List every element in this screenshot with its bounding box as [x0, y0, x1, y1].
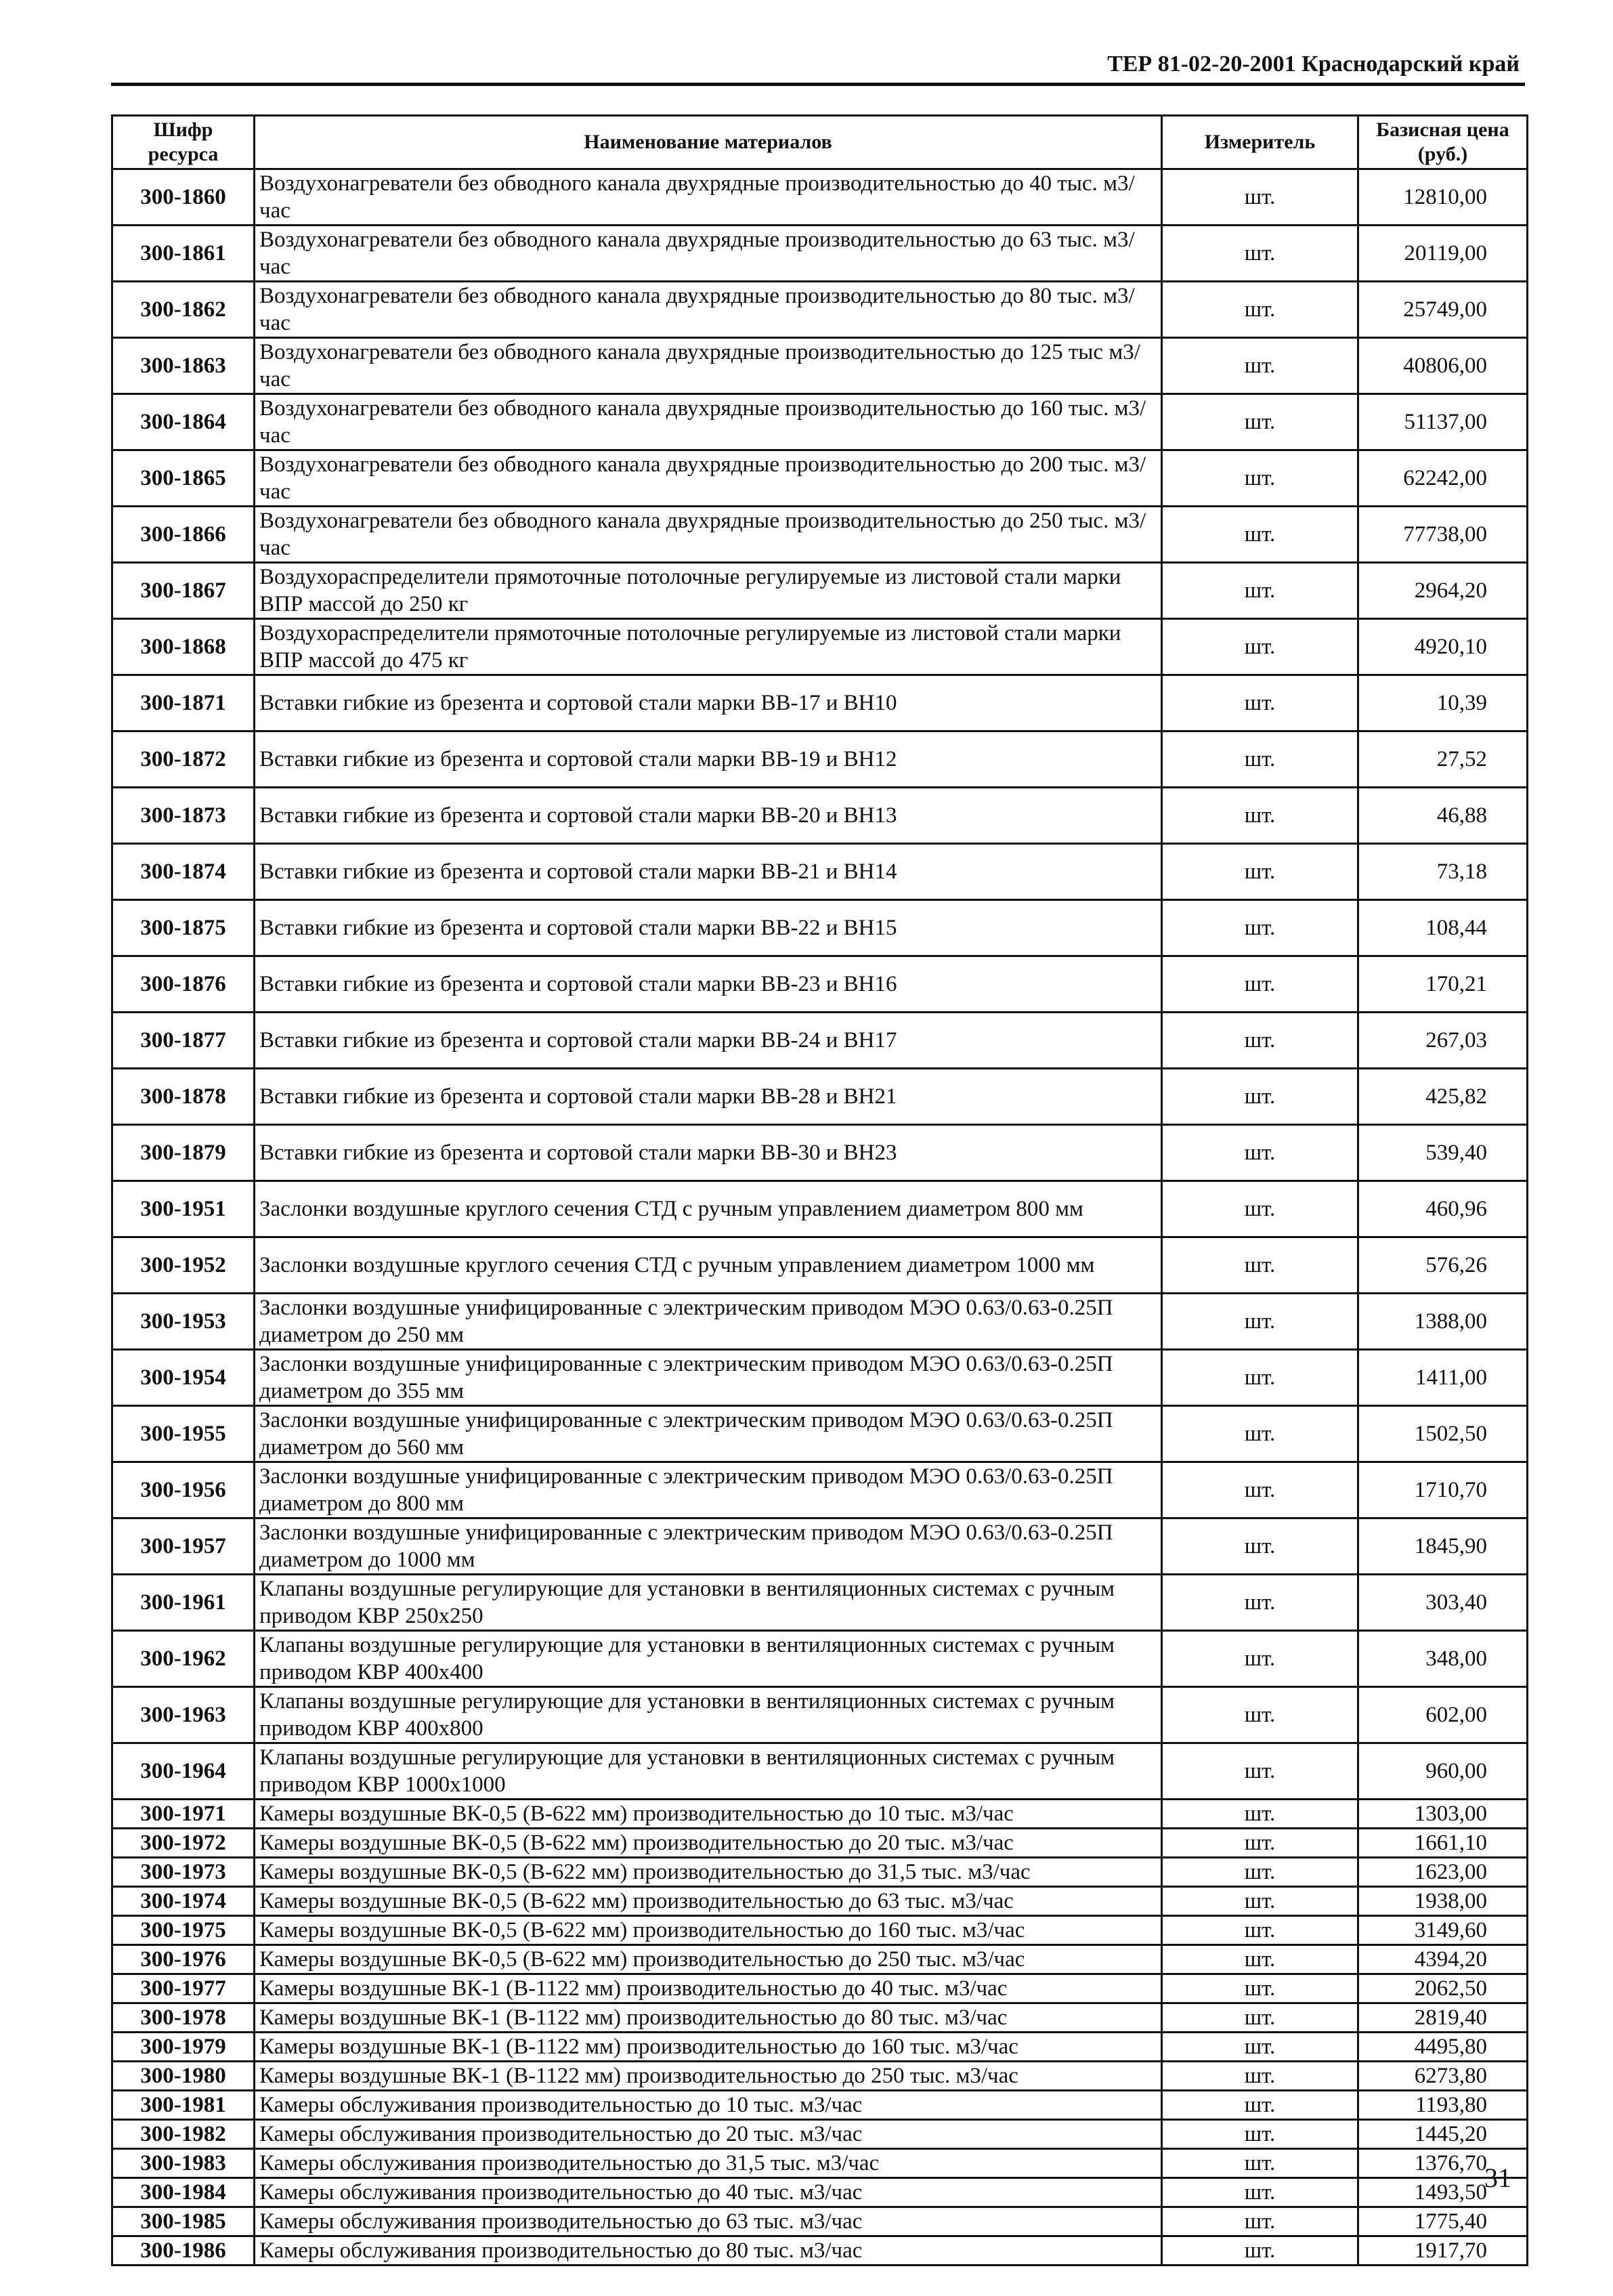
- row-name: Воздухонагреватели без обводного канала двухрядные производительностью до 160 тыс. м3/час: [255, 394, 1162, 450]
- row-name: Воздухораспределители прямоточные потолочные регулируемые из листовой стали марки ВПР массой до 250 кг: [255, 563, 1162, 619]
- table-row: [112, 394, 1528, 450]
- row-name: Заслонки воздушные унифицированные с электрическим приводом МЭО 0.63/0.63-0.25П диаметром до 560 мм: [255, 1406, 1162, 1462]
- table-row: [112, 1294, 1528, 1350]
- row-price: 1845,90: [1358, 1518, 1528, 1575]
- row-price: 4394,20: [1358, 1945, 1528, 1974]
- row-name: Клапаны воздушные регулирующие для установки в вентиляционных системах с ручным приводом КВР 400х400: [255, 1631, 1162, 1687]
- row-unit: шт.: [1162, 2062, 1358, 2091]
- row-code: 300-1981: [112, 2091, 255, 2120]
- row-code: 300-1980: [112, 2062, 255, 2091]
- row-name: Камеры воздушные ВК-1 (В-1122 мм) производительностью до 80 тыс. м3/час: [255, 2003, 1162, 2033]
- table-row: [112, 226, 1528, 282]
- row-code: 300-1973: [112, 1858, 255, 1887]
- row-price: 2062,50: [1358, 1974, 1528, 2003]
- column-header-price: Базисная цена (руб.): [1358, 116, 1528, 169]
- row-code: 300-1982: [112, 2120, 255, 2149]
- row-unit: шт.: [1162, 1631, 1358, 1687]
- row-price: 73,18: [1358, 844, 1528, 900]
- row-unit: шт.: [1162, 2033, 1358, 2062]
- row-name: Вставки гибкие из брезента и сортовой стали марки ВВ-17 и ВН10: [255, 675, 1162, 731]
- table-row: [112, 2033, 1528, 2062]
- row-code: 300-1877: [112, 1013, 255, 1069]
- row-code: 300-1953: [112, 1294, 255, 1350]
- row-code: 300-1954: [112, 1350, 255, 1406]
- row-price: 576,26: [1358, 1237, 1528, 1294]
- row-code: 300-1876: [112, 956, 255, 1013]
- table-row: [112, 1743, 1528, 1800]
- row-name: Заслонки воздушные круглого сечения СТД с ручным управлением диаметром 1000 мм: [255, 1237, 1162, 1294]
- row-price: 3149,60: [1358, 1916, 1528, 1945]
- row-name: Камеры обслуживания производительностью до 20 тыс. м3/час: [255, 2120, 1162, 2149]
- row-code: 300-1957: [112, 1518, 255, 1575]
- row-name: Клапаны воздушные регулирующие для установки в вентиляционных системах с ручным приводом КВР 400х800: [255, 1687, 1162, 1743]
- row-price: 425,82: [1358, 1069, 1528, 1125]
- row-unit: шт.: [1162, 1916, 1358, 1945]
- row-unit: шт.: [1162, 1687, 1358, 1743]
- column-header-code: Шифр ресурса: [112, 116, 255, 169]
- row-name: Воздухонагреватели без обводного канала двухрядные производительностью до 80 тыс. м3/час: [255, 282, 1162, 338]
- table-row: [112, 2003, 1528, 2033]
- row-unit: шт.: [1162, 507, 1358, 563]
- row-price: 25749,00: [1358, 282, 1528, 338]
- row-price: 1623,00: [1358, 1858, 1528, 1887]
- row-name: Камеры воздушные ВК-0,5 (В-622 мм) производительностью до 160 тыс. м3/час: [255, 1916, 1162, 1945]
- row-name: Воздухонагреватели без обводного канала двухрядные производительностью до 40 тыс. м3/час: [255, 169, 1162, 226]
- table-row: [112, 1687, 1528, 1743]
- price-table-header: [112, 116, 1528, 169]
- row-name: Воздухонагреватели без обводного канала двухрядные производительностью до 200 тыс. м3/час: [255, 450, 1162, 507]
- table-row: [112, 1125, 1528, 1181]
- row-code: 300-1976: [112, 1945, 255, 1974]
- row-code: 300-1860: [112, 169, 255, 226]
- row-unit: шт.: [1162, 1406, 1358, 1462]
- row-name: Воздухонагреватели без обводного канала двухрядные производительностью до 125 тыс м3/час: [255, 338, 1162, 394]
- row-code: 300-1863: [112, 338, 255, 394]
- row-unit: шт.: [1162, 394, 1358, 450]
- row-price: 539,40: [1358, 1125, 1528, 1181]
- row-name: Вставки гибкие из брезента и сортовой стали марки ВВ-28 и ВН21: [255, 1069, 1162, 1125]
- row-unit: шт.: [1162, 226, 1358, 282]
- row-name: Камеры обслуживания производительностью до 40 тыс. м3/час: [255, 2178, 1162, 2207]
- row-price: 4920,10: [1358, 619, 1528, 675]
- price-table-body: [112, 169, 1528, 2266]
- row-unit: шт.: [1162, 1945, 1358, 1974]
- row-price: 1938,00: [1358, 1887, 1528, 1916]
- row-price: 62242,00: [1358, 450, 1528, 507]
- column-header-name: Наименование материалов: [255, 116, 1162, 169]
- row-code: 300-1963: [112, 1687, 255, 1743]
- row-code: 300-1865: [112, 450, 255, 507]
- row-unit: шт.: [1162, 1013, 1358, 1069]
- row-unit: шт.: [1162, 788, 1358, 844]
- row-name: Камеры воздушные ВК-1 (В-1122 мм) производительностью до 250 тыс. м3/час: [255, 2062, 1162, 2091]
- row-code: 300-1871: [112, 675, 255, 731]
- row-unit: шт.: [1162, 1350, 1358, 1406]
- row-unit: шт.: [1162, 2149, 1358, 2178]
- row-code: 300-1952: [112, 1237, 255, 1294]
- row-name: Воздухонагреватели без обводного канала двухрядные производительностью до 63 тыс. м3/час: [255, 226, 1162, 282]
- row-name: Вставки гибкие из брезента и сортовой стали марки ВВ-21 и ВН14: [255, 844, 1162, 900]
- row-name: Заслонки воздушные унифицированные с электрическим приводом МЭО 0.63/0.63-0.25П диаметром до 800 мм: [255, 1462, 1162, 1518]
- row-name: Камеры воздушные ВК-0,5 (В-622 мм) производительностью до 31,5 тыс. м3/час: [255, 1858, 1162, 1887]
- row-unit: шт.: [1162, 1518, 1358, 1575]
- table-row: [112, 731, 1528, 788]
- table-row: [112, 338, 1528, 394]
- row-code: 300-1972: [112, 1829, 255, 1858]
- row-price: 4495,80: [1358, 2033, 1528, 2062]
- row-code: 300-1985: [112, 2207, 255, 2236]
- row-name: Камеры воздушные ВК-1 (В-1122 мм) производительностью до 40 тыс. м3/час: [255, 1974, 1162, 2003]
- page-number: 31: [1484, 2163, 1511, 2193]
- table-row: [112, 1631, 1528, 1687]
- row-unit: шт.: [1162, 1237, 1358, 1294]
- row-price: 1193,80: [1358, 2091, 1528, 2120]
- table-row: [112, 2091, 1528, 2120]
- row-name: Камеры воздушные ВК-0,5 (В-622 мм) производительностью до 250 тыс. м3/час: [255, 1945, 1162, 1974]
- row-unit: шт.: [1162, 1462, 1358, 1518]
- row-price: 10,39: [1358, 675, 1528, 731]
- row-price: 12810,00: [1358, 169, 1528, 226]
- row-price: 1917,70: [1358, 2236, 1528, 2266]
- row-name: Клапаны воздушные регулирующие для установки в вентиляционных системах с ручным приводом КВР 1000х1000: [255, 1743, 1162, 1800]
- table-row: [112, 956, 1528, 1013]
- row-code: 300-1975: [112, 1916, 255, 1945]
- row-unit: шт.: [1162, 956, 1358, 1013]
- row-price: 303,40: [1358, 1575, 1528, 1631]
- row-unit: шт.: [1162, 2120, 1358, 2149]
- row-price: 1411,00: [1358, 1350, 1528, 1406]
- table-row: [112, 619, 1528, 675]
- row-unit: шт.: [1162, 1294, 1358, 1350]
- row-code: 300-1978: [112, 2003, 255, 2033]
- row-unit: шт.: [1162, 169, 1358, 226]
- row-price: 1502,50: [1358, 1406, 1528, 1462]
- row-name: Камеры воздушные ВК-1 (В-1122 мм) производительностью до 160 тыс. м3/час: [255, 2033, 1162, 2062]
- price-table: [111, 114, 1528, 2266]
- row-code: 300-1867: [112, 563, 255, 619]
- row-price: 1376,70: [1358, 2149, 1528, 2178]
- row-unit: шт.: [1162, 450, 1358, 507]
- row-price: 170,21: [1358, 956, 1528, 1013]
- row-name: Вставки гибкие из брезента и сортовой стали марки ВВ-30 и ВН23: [255, 1125, 1162, 1181]
- row-unit: шт.: [1162, 2207, 1358, 2236]
- column-header-unit: Измеритель: [1162, 116, 1358, 169]
- row-code: 300-1984: [112, 2178, 255, 2207]
- row-price: 108,44: [1358, 900, 1528, 956]
- table-row: [112, 1916, 1528, 1945]
- row-price: 51137,00: [1358, 394, 1528, 450]
- row-name: Воздухораспределители прямоточные потолочные регулируемые из листовой стали марки ВПР массой до 475 кг: [255, 619, 1162, 675]
- row-name: Воздухонагреватели без обводного канала двухрядные производительностью до 250 тыс. м3/час: [255, 507, 1162, 563]
- row-unit: шт.: [1162, 1125, 1358, 1181]
- row-name: Клапаны воздушные регулирующие для установки в вентиляционных системах с ручным приводом КВР 250х250: [255, 1575, 1162, 1631]
- row-name: Вставки гибкие из брезента и сортовой стали марки ВВ-19 и ВН12: [255, 731, 1162, 788]
- table-row: [112, 1462, 1528, 1518]
- table-row: [112, 675, 1528, 731]
- row-price: 2964,20: [1358, 563, 1528, 619]
- row-unit: шт.: [1162, 1858, 1358, 1887]
- table-row: [112, 788, 1528, 844]
- table-row: [112, 2207, 1528, 2236]
- row-price: 46,88: [1358, 788, 1528, 844]
- table-row: [112, 1858, 1528, 1887]
- table-row: [112, 900, 1528, 956]
- row-unit: шт.: [1162, 282, 1358, 338]
- row-code: 300-1864: [112, 394, 255, 450]
- header-divider: [111, 83, 1525, 86]
- row-unit: шт.: [1162, 1069, 1358, 1125]
- row-price: 1493,50: [1358, 2178, 1528, 2207]
- row-unit: шт.: [1162, 731, 1358, 788]
- table-row: [112, 2062, 1528, 2091]
- row-unit: шт.: [1162, 844, 1358, 900]
- table-row: [112, 169, 1528, 226]
- row-code: 300-1964: [112, 1743, 255, 1800]
- row-name: Вставки гибкие из брезента и сортовой стали марки ВВ-20 и ВН13: [255, 788, 1162, 844]
- row-price: 40806,00: [1358, 338, 1528, 394]
- row-price: 267,03: [1358, 1013, 1528, 1069]
- row-code: 300-1955: [112, 1406, 255, 1462]
- row-price: 1710,70: [1358, 1462, 1528, 1518]
- row-unit: шт.: [1162, 1829, 1358, 1858]
- table-row: [112, 1800, 1528, 1829]
- table-row: [112, 1350, 1528, 1406]
- row-name: Заслонки воздушные унифицированные с электрическим приводом МЭО 0.63/0.63-0.25П диаметром до 1000 мм: [255, 1518, 1162, 1575]
- table-row: [112, 1887, 1528, 1916]
- table-row: [112, 1974, 1528, 2003]
- row-unit: шт.: [1162, 1800, 1358, 1829]
- row-code: 300-1956: [112, 1462, 255, 1518]
- row-name: Камеры обслуживания производительностью до 80 тыс. м3/час: [255, 2236, 1162, 2266]
- row-unit: шт.: [1162, 1887, 1358, 1916]
- table-row: [112, 1518, 1528, 1575]
- row-price: 460,96: [1358, 1181, 1528, 1237]
- row-unit: шт.: [1162, 900, 1358, 956]
- row-name: Камеры обслуживания производительностью до 31,5 тыс. м3/час: [255, 2149, 1162, 2178]
- table-row: [112, 1013, 1528, 1069]
- table-row: [112, 1945, 1528, 1974]
- row-unit: шт.: [1162, 1181, 1358, 1237]
- row-name: Камеры обслуживания производительностью до 63 тыс. м3/час: [255, 2207, 1162, 2236]
- table-row: [112, 1181, 1528, 1237]
- row-name: Вставки гибкие из брезента и сортовой стали марки ВВ-23 и ВН16: [255, 956, 1162, 1013]
- row-price: 348,00: [1358, 1631, 1528, 1687]
- row-price: 77738,00: [1358, 507, 1528, 563]
- row-unit: шт.: [1162, 1575, 1358, 1631]
- table-row: [112, 282, 1528, 338]
- row-unit: шт.: [1162, 2003, 1358, 2033]
- row-unit: шт.: [1162, 2091, 1358, 2120]
- row-price: 27,52: [1358, 731, 1528, 788]
- row-unit: шт.: [1162, 619, 1358, 675]
- row-price: 20119,00: [1358, 226, 1528, 282]
- row-code: 300-1878: [112, 1069, 255, 1125]
- table-row: [112, 1237, 1528, 1294]
- row-code: 300-1983: [112, 2149, 255, 2178]
- table-row: [112, 450, 1528, 507]
- table-row: [112, 2120, 1528, 2149]
- row-price: 1775,40: [1358, 2207, 1528, 2236]
- row-name: Камеры обслуживания производительностью до 10 тыс. м3/час: [255, 2091, 1162, 2120]
- row-code: 300-1971: [112, 1800, 255, 1829]
- table-row: [112, 844, 1528, 900]
- row-price: 1303,00: [1358, 1800, 1528, 1829]
- row-code: 300-1866: [112, 507, 255, 563]
- row-code: 300-1875: [112, 900, 255, 956]
- row-name: Заслонки воздушные круглого сечения СТД с ручным управлением диаметром 800 мм: [255, 1181, 1162, 1237]
- table-row: [112, 563, 1528, 619]
- row-name: Камеры воздушные ВК-0,5 (В-622 мм) производительностью до 10 тыс. м3/час: [255, 1800, 1162, 1829]
- row-unit: шт.: [1162, 1743, 1358, 1800]
- table-row: [112, 2236, 1528, 2266]
- row-code: 300-1872: [112, 731, 255, 788]
- row-code: 300-1961: [112, 1575, 255, 1631]
- document-header-title: ТЕР 81-02-20-2001 Краснодарский край: [1107, 51, 1520, 77]
- row-code: 300-1868: [112, 619, 255, 675]
- row-price: 6273,80: [1358, 2062, 1528, 2091]
- row-name: Вставки гибкие из брезента и сортовой стали марки ВВ-22 и ВН15: [255, 900, 1162, 956]
- table-row: [112, 1829, 1528, 1858]
- row-price: 1445,20: [1358, 2120, 1528, 2149]
- row-unit: шт.: [1162, 338, 1358, 394]
- table-row: [112, 2149, 1528, 2178]
- table-row: [112, 507, 1528, 563]
- row-unit: шт.: [1162, 1974, 1358, 2003]
- row-code: 300-1874: [112, 844, 255, 900]
- row-price: 602,00: [1358, 1687, 1528, 1743]
- row-code: 300-1873: [112, 788, 255, 844]
- row-code: 300-1979: [112, 2033, 255, 2062]
- row-price: 1661,10: [1358, 1829, 1528, 1858]
- row-code: 300-1951: [112, 1181, 255, 1237]
- row-name: Заслонки воздушные унифицированные с электрическим приводом МЭО 0.63/0.63-0.25П диаметром до 250 мм: [255, 1294, 1162, 1350]
- table-row: [112, 1069, 1528, 1125]
- row-code: 300-1862: [112, 282, 255, 338]
- row-name: Камеры воздушные ВК-0,5 (В-622 мм) производительностью до 20 тыс. м3/час: [255, 1829, 1162, 1858]
- row-code: 300-1861: [112, 226, 255, 282]
- table-row: [112, 1406, 1528, 1462]
- row-name: Заслонки воздушные унифицированные с электрическим приводом МЭО 0.63/0.63-0.25П диаметром до 355 мм: [255, 1350, 1162, 1406]
- row-unit: шт.: [1162, 2236, 1358, 2266]
- row-price: 2819,40: [1358, 2003, 1528, 2033]
- row-code: 300-1977: [112, 1974, 255, 2003]
- row-code: 300-1986: [112, 2236, 255, 2266]
- row-price: 960,00: [1358, 1743, 1528, 1800]
- row-price: 1388,00: [1358, 1294, 1528, 1350]
- row-code: 300-1974: [112, 1887, 255, 1916]
- row-unit: шт.: [1162, 2178, 1358, 2207]
- row-code: 300-1879: [112, 1125, 255, 1181]
- row-name: Камеры воздушные ВК-0,5 (В-622 мм) производительностью до 63 тыс. м3/час: [255, 1887, 1162, 1916]
- row-code: 300-1962: [112, 1631, 255, 1687]
- table-row: [112, 1575, 1528, 1631]
- row-unit: шт.: [1162, 675, 1358, 731]
- row-name: Вставки гибкие из брезента и сортовой стали марки ВВ-24 и ВН17: [255, 1013, 1162, 1069]
- table-row: [112, 2178, 1528, 2207]
- row-unit: шт.: [1162, 563, 1358, 619]
